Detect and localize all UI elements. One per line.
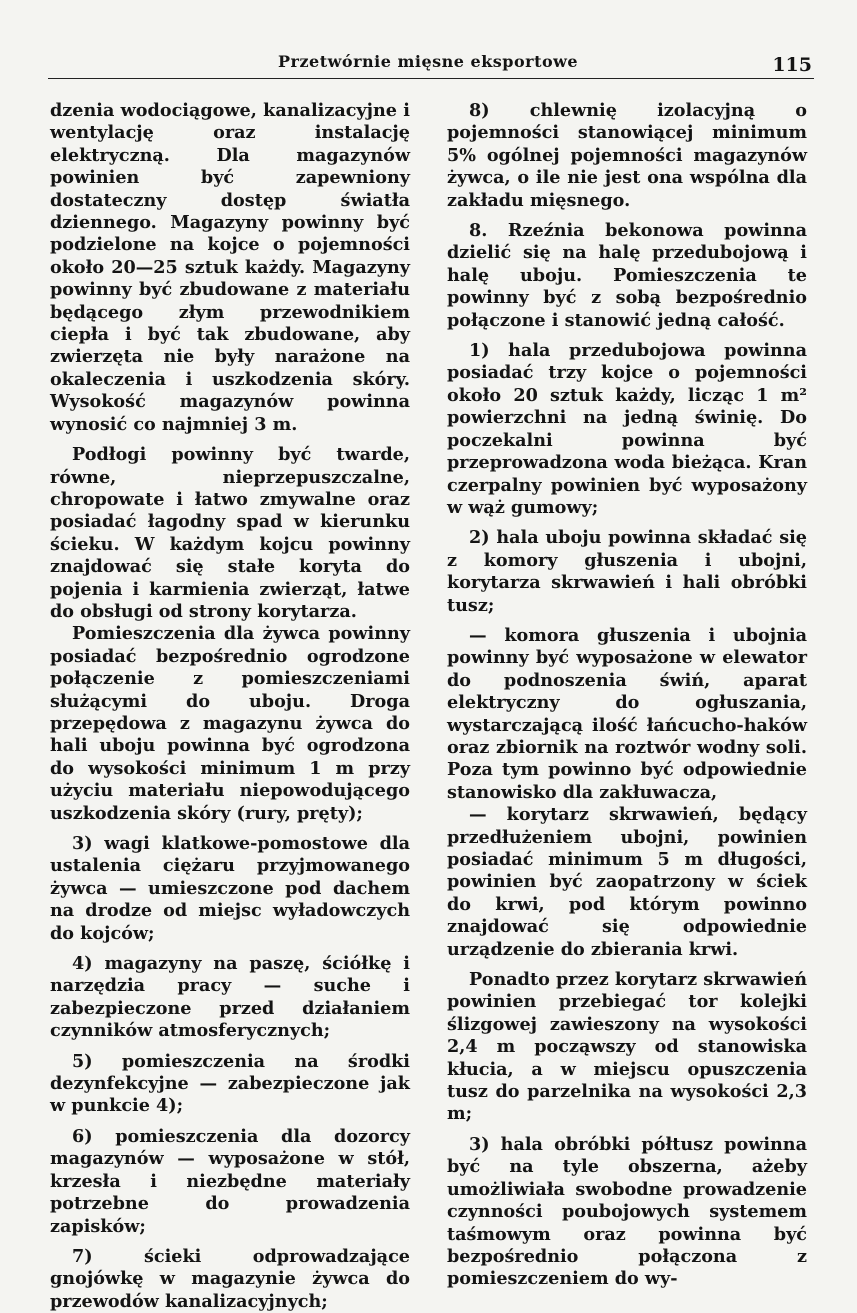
list-item: 6) pomieszczenia dla dozorcy magazynów — wyposażone w stół, krzesła i niezbędne materiały potrzebne do prowadzenia zapisków;	[50, 1125, 410, 1237]
section-paragraph: 8. Rzeźnia bekonowa powinna dzielić się na halę przedubojową i halę uboju. Pomieszczenia te powinny być z sobą bezpośrednio połączone i stanowić jedną całość.	[447, 220, 807, 331]
list-item: 3) wagi klatkowe-pomostowe dla ustalenia ciężaru przyjmowanego żywca — umieszczone pod dachem na drodze od miejsc wyładowczych do kojców;	[50, 833, 410, 944]
list-item: 4) magazyny na paszę, ściółkę i narzędzia pracy — suche i zabezpieczone przed działaniem czynników atmosferycznych;	[50, 953, 410, 1042]
page-number: 115	[772, 54, 812, 76]
paragraph: Ponadto przez korytarz skrwawień powinien przebiegać tor kolejki ślizgowej zawieszony na wysokości 2,4 m począwszy od stanowiska kłucia, a w miejscu opuszczenia tusz do parzelnika na wysokości 2,3 m;	[447, 969, 807, 1125]
list-item: 2) hala uboju powinna składać się z komory głuszenia i ubojni, korytarza skrwawień i hali obróbki tusz;	[447, 527, 807, 616]
left-column	[50, 100, 410, 1313]
list-item: 7) ścieki odprowadzające gnojówkę w magazynie żywca do przewodów kanalizacyjnych;	[50, 1245, 410, 1312]
paragraph: Pomieszczenia dla żywca powinny posiadać bezpośrednio ogrodzone połączenie z pomieszczeniami służącymi do uboju. Droga przepędowa z magazynu żywca do hali uboju powinna być ogrodzona do wysokości minimum 1 m przy użyciu materiału niepowodującego uszkodzenia skóry (rury, pręty);	[50, 623, 410, 824]
right-column	[447, 100, 807, 1291]
paragraph: Podłogi powinny być twarde, równe, nieprzepuszczalne, chropowate i łatwo zmywalne oraz posiadać łagodny spad w kierunku ścieku. W każdym kojcu powinny znajdować się stałe koryta do pojenia i karmienia zwierząt, łatwe do obsługi od strony korytarza.	[50, 444, 410, 622]
list-item: — komora głuszenia i ubojnia powinny być wyposażone w elewator do podnoszenia świń, aparat elektryczny do ogłuszania, wystarczającą ilość łańcucho-haków oraz zbiornik na roztwór wodny soli. Poza tym powinno być odpowiednie stanowisko dla zakłuwacza,	[447, 624, 807, 803]
list-item: — korytarz skrwawień, będący przedłużeniem ubojni, powinien posiadać minimum 5 m długości, powinien być zaopatrzony w ściek do krwi, pod którym powinno znajdować się odpowiednie urządzenie do zbierania krwi.	[447, 804, 807, 960]
running-title: Przetwórnie mięsne eksportowe	[278, 52, 579, 71]
list-item: 3) hala obróbki półtusz powinna być na tyle obszerna, ażeby umożliwiała swobodne prowadzenie czynności poubojowych systemem taśmowym oraz powinna być bezpośrednio połączona z pomieszczeniem do wy-	[447, 1133, 807, 1290]
list-item: 8) chlewnię izolacyjną o pojemności stanowiącej minimum 5% ogólnej pojemności magazynów żywca, o ile nie jest ona wspólna dla zakładu mięsnego.	[447, 100, 807, 211]
list-item: 1) hala przedubojowa powinna posiadać trzy kojce o pojemności około 20 sztuk każdy, licząc 1 m² powierzchni na jedną świnię. Do poczekalni powinna być przeprowadzona woda bieżąca. Kran czerpalny powinien być wyposażony w wąż gumowy;	[447, 340, 807, 518]
paragraph: dzenia wodociągowe, kanalizacyjne i wentylację oraz instalację elektryczną. Dla magazynów powinien być zapewniony dostateczny dostęp światła dziennego. Magazyny powinny być podzielone na kojce o pojemności około 20—25 sztuk każdy. Magazyny powinny być zbudowane z materiału będącego złym przewodnikiem ciepła i być tak zbudowane, aby zwierzęta nie były narażone na okaleczenia i uszkodzenia skóry. Wysokość magazynów powinna wynosić co najmniej 3 m.	[50, 100, 410, 435]
page-header	[48, 52, 814, 79]
list-item: 5) pomieszczenia na środki dezynfekcyjne — zabezpieczone jak w punkcie 4);	[50, 1050, 410, 1117]
column-divider	[425, 100, 426, 1180]
